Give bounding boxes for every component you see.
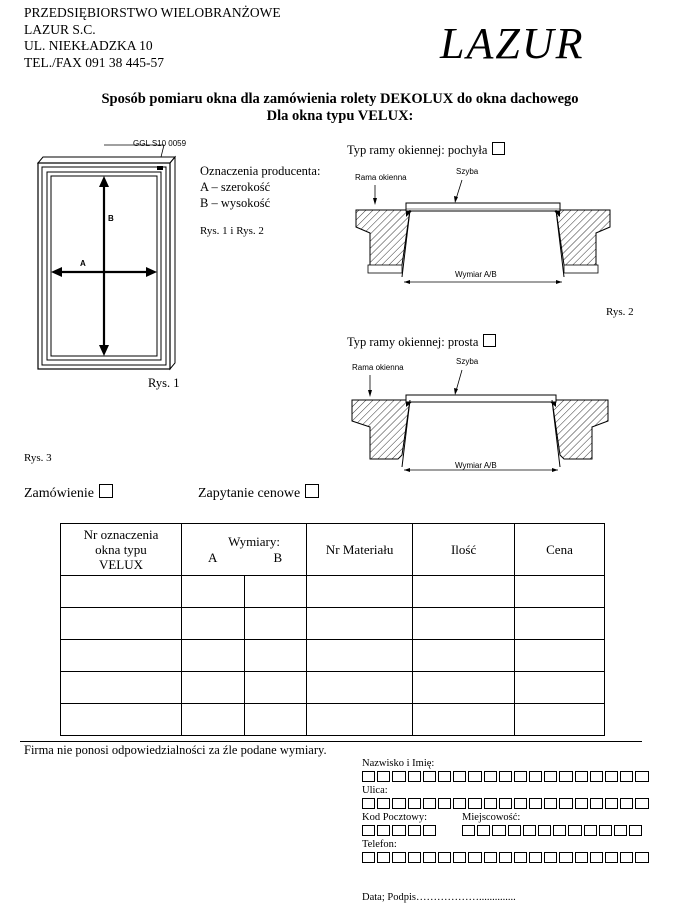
order-label: Zamówienie [24, 486, 94, 501]
cell-window[interactable] [61, 640, 182, 672]
cell-price[interactable] [514, 640, 604, 672]
label-b: B [108, 214, 114, 223]
cell-window[interactable] [61, 672, 182, 704]
title-line-2: Dla okna typu VELUX: [266, 108, 414, 124]
fig-reference: Rys. 1 i Rys. 2 [200, 225, 264, 237]
header-window-number-l2: okna typu [95, 542, 147, 557]
street-field[interactable] [362, 798, 651, 809]
straight-frame-label: Rama okienna [352, 363, 404, 372]
inquiry-checkbox[interactable] [305, 484, 319, 498]
cell-price[interactable] [514, 608, 604, 640]
cell-material[interactable] [307, 608, 413, 640]
cell-quantity[interactable] [413, 672, 515, 704]
cell-quantity[interactable] [413, 576, 515, 608]
window-front-diagram [30, 135, 200, 375]
table-row [61, 672, 605, 704]
name-field[interactable] [362, 771, 651, 782]
frame-type-straight [347, 334, 496, 350]
cell-dim-a[interactable] [181, 608, 244, 640]
cell-dim-a[interactable] [181, 672, 244, 704]
cell-dim-b[interactable] [244, 672, 307, 704]
manufacturer-legend [200, 163, 320, 211]
cell-quantity[interactable] [413, 704, 515, 736]
frame-type-sloped-label: Typ ramy okiennej: pochyła [347, 143, 488, 157]
cell-dim-b[interactable] [244, 608, 307, 640]
header-dimensions [181, 524, 306, 576]
legend-title: Oznaczenia producenta: [200, 164, 321, 178]
table-row [61, 704, 605, 736]
company-logo: LAZUR [440, 19, 585, 68]
cell-price[interactable] [514, 576, 604, 608]
cell-material[interactable] [307, 576, 413, 608]
title-line-1: Sposób pomiaru okna dla zamówienia rolety DEKOLUX do okna dachowego [101, 91, 579, 107]
city-label: Miejscowość: [462, 812, 521, 823]
cell-quantity[interactable] [413, 640, 515, 672]
fig2-caption: Rys. 2 [606, 306, 634, 318]
cell-window[interactable] [61, 576, 182, 608]
company-address [24, 5, 281, 71]
cell-dim-a[interactable] [181, 576, 244, 608]
frame-straight-checkbox[interactable] [483, 334, 496, 347]
cell-price[interactable] [514, 704, 604, 736]
table-row [61, 608, 605, 640]
header-material: Nr Materiału [307, 524, 413, 576]
header-dim-b: B [273, 549, 283, 565]
company-line-4: TEL./FAX 091 38 445-57 [24, 54, 164, 70]
fig3-caption: Rys. 3 [24, 452, 52, 464]
header-window-number-l1: Nr oznaczenia [83, 527, 159, 542]
frame-type-straight-label: Typ ramy okiennej: prosta [347, 335, 479, 349]
zip-label: Kod Pocztowy: [362, 812, 428, 823]
fig1-caption: Rys. 1 [148, 376, 180, 390]
company-line-3: UL. NIEKŁADZKA 10 [24, 38, 153, 53]
cell-price[interactable] [514, 672, 604, 704]
cell-material[interactable] [307, 640, 413, 672]
cell-material[interactable] [307, 704, 413, 736]
frame-type-sloped [347, 142, 505, 158]
cell-dim-a[interactable] [181, 704, 244, 736]
frame-sloped-checkbox[interactable] [492, 142, 505, 155]
phone-field[interactable] [362, 852, 651, 863]
straight-dimension-label: Wymiar A/B [455, 461, 497, 470]
order-table [60, 523, 605, 736]
header-price: Cena [514, 524, 604, 576]
company-line-2: LAZUR S.C. [24, 21, 96, 37]
cell-dim-b[interactable] [244, 704, 307, 736]
sloped-glass-label: Szyba [456, 167, 479, 176]
signature-line[interactable]: Data; Podpis……………….............. [362, 892, 516, 903]
table-row [61, 576, 605, 608]
cell-dim-b[interactable] [244, 576, 307, 608]
straight-glass-label: Szyba [456, 357, 479, 366]
header-dimensions-label: Wymiary: [228, 533, 281, 549]
legend-b: B – wysokość [200, 196, 271, 210]
page-title [0, 91, 680, 125]
header-dim-a: A [207, 549, 218, 565]
cell-window[interactable] [61, 608, 182, 640]
header-quantity: Ilość [413, 524, 515, 576]
label-a: A [80, 259, 86, 268]
zip-field[interactable] [362, 825, 438, 836]
street-label: Ulica: [362, 785, 388, 796]
name-label: Nazwisko i Imię: [362, 758, 435, 769]
inquiry-option [198, 484, 319, 502]
order-checkbox[interactable] [99, 484, 113, 498]
table-header-row [61, 524, 605, 576]
cell-dim-a[interactable] [181, 640, 244, 672]
table-row [61, 640, 605, 672]
city-field[interactable] [462, 825, 644, 836]
footer-divider [20, 741, 642, 742]
legend-a: A – szerokość [200, 180, 271, 194]
sloped-frame-label: Rama okienna [355, 173, 407, 182]
order-option [24, 484, 113, 502]
phone-label: Telefon: [362, 839, 397, 850]
header-window-number [61, 524, 182, 576]
header-window-number-l3: VELUX [98, 557, 144, 572]
cell-quantity[interactable] [413, 608, 515, 640]
window-code-label: GGL S10 0059 [133, 139, 187, 148]
inquiry-label: Zapytanie cenowe [198, 486, 301, 501]
sloped-dimension-label: Wymiar A/B [455, 270, 497, 279]
cell-material[interactable] [307, 672, 413, 704]
cell-window[interactable] [61, 704, 182, 736]
disclaimer: Firma nie ponosi odpowiedzialności za źle podane wymiary. [24, 743, 327, 757]
cell-dim-b[interactable] [244, 640, 307, 672]
company-line-1: PRZEDSIĘBIORSTWO WIELOBRANŻOWE [24, 5, 281, 20]
